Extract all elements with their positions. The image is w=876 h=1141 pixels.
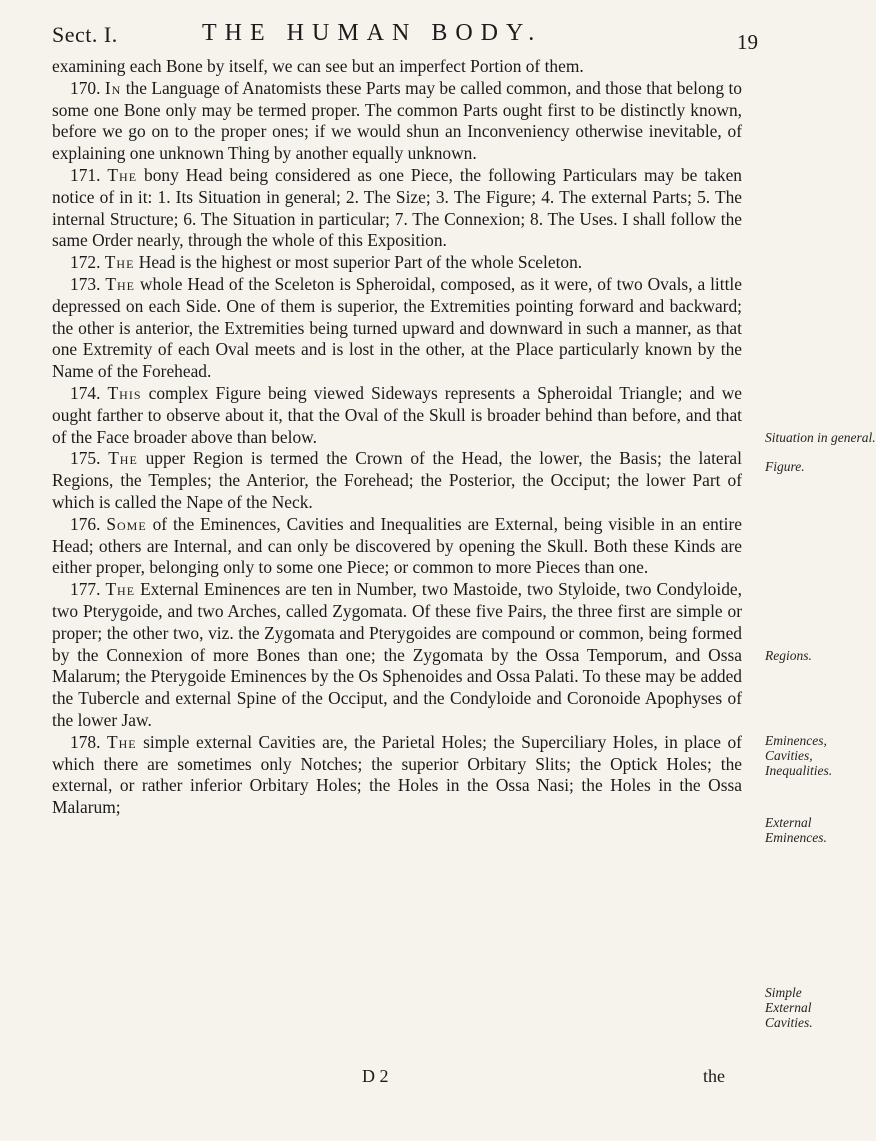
signature-mark: D 2 (362, 1066, 389, 1086)
paragraph-lead: The (105, 579, 136, 600)
paragraph-lead: The (104, 252, 135, 273)
paragraph-177: 177. The External Eminences are ten in Number, two Mastoide, two Styloide, two Condyloide, two Pterygoide, and two Arches, called Zygomata. Of these five Pairs, the three first are simple or proper; the other two, viz. the Zygomata and Pterygoides are compound or common, being formed by the Connexion of more Bones than one; the Zygomata by the Ossa Temporum, and Ossa Malarum; the Pterygoide Eminences by the Os Sphenoides and Ossa Palati. To these may be added the Tubercle and external Spine of the Occiput, and the Condyloide and Coronoide Apophyses of the lower Jaw. (52, 579, 742, 730)
paragraph-continuation: examining each Bone by itself, we can see but an imperfect Portion of them. (52, 56, 584, 76)
paragraph-lead: The (105, 273, 135, 294)
page-footer (0, 1066, 801, 1090)
paragraph-number: 176. (70, 513, 101, 534)
paragraph-number: 175. (70, 448, 101, 469)
margin-note-external-eminences: External Eminences. (765, 815, 827, 845)
paragraph-171: 171. The bony Head being considered as one Piece, the following Particulars may be taken notice of in it: 1. Its Situation in general; 2. The Size; 3. The Figure; 4. The external Parts; 5. The internal Structure; 6. The Situation in particular; 7. The Connexion; 8. The Uses. I shall follow the same Order nearly, through the whole of this Exposition. (52, 164, 742, 251)
paragraph-lead: This (107, 382, 142, 403)
paragraph-176: 176. Some of the Eminences, Cavities and Inequalities are External, being visible in an entire Head; others are Internal, and can only be discovered by opening the Skull. Both these Kinds are either proper, belonging only to some one Piece; or common to more Pieces than one. (52, 513, 742, 578)
running-header (52, 20, 758, 54)
margin-note-regions: Regions. (765, 648, 812, 663)
paragraph-175: 175. The upper Region is termed the Crown of the Head, the lower, the Basis; the lateral Regions, the Temples; the Anterior, the Forehead; the Posterior, the Occiput; the lower Part of which is called the Nape of the Neck. (52, 448, 742, 512)
paragraph-number: 172. (70, 252, 101, 273)
paragraph-lead: The (106, 731, 137, 752)
paragraph-lead: The (108, 448, 138, 469)
page-number: 19 (737, 30, 758, 54)
paragraph-number: 178. (70, 731, 101, 752)
paragraph-lead: In (104, 77, 122, 98)
running-title: THE HUMAN BODY. (202, 20, 543, 46)
paragraph-178: 178. The simple external Cavities are, the Parietal Holes; the Superciliary Holes, in place of which there are sometimes only Notches; the superior Orbitary Slits; the Optick Holes; the external, or rather inferior Orbitary Holes; the Holes in the Ossa Nasi; the Holes in the Ossa Malarum; (52, 731, 742, 818)
paragraph-number: 170. (70, 77, 101, 98)
catchword: the (703, 1066, 725, 1086)
paragraph-172: 172. The Head is the highest or most superior Part of the whole Sceleton. (70, 252, 583, 273)
margin-note-figure: Figure. (765, 459, 805, 474)
margin-note-situation: Situation in general. (765, 430, 876, 445)
paragraph-number: 171. (70, 164, 101, 185)
paragraph-lead: Some (106, 513, 147, 534)
text-body (52, 56, 742, 819)
paragraph-170: 170. In the Language of Anatomists these Parts may be called common, and those that belong to some one Bone only may be termed proper. The common Parts ought first to be distinctly known, before we go on to the proper ones; if we would shun an Inconveniency otherwise inevitable, of explaining one unknown Thing by another equally unknown. (52, 77, 742, 164)
paragraph-number: 174. (70, 382, 101, 403)
paragraph-lead: The (107, 164, 138, 185)
paragraph-number: 173. (70, 273, 101, 294)
section-label: Sect. I. (52, 22, 118, 47)
margin-note-eminences: Eminences, Cavities, Inequalities. (765, 733, 833, 778)
paragraph-174: 174. This complex Figure being viewed Sideways represents a Spheroidal Triangle; and we ought farther to observe about it, that the Oval of the Skull is broader behind than before, and that of the Face broader above than below. (52, 382, 742, 447)
margin-note-simple-cavities: Simple External Cavities. (765, 985, 813, 1030)
paragraph-number: 177. (70, 579, 101, 600)
paragraph-173: 173. The whole Head of the Sceleton is Spheroidal, composed, as it were, of two Ovals, a little depressed on each Side. One of them is superior, the Extremities pointing forward and backward; the other is anterior, the Extremities being turned upward and downward in such a manner, as that one Extremity of each Oval meets and is lost in the other, at the Place particularly known by the Name of the Forehead. (52, 273, 742, 382)
